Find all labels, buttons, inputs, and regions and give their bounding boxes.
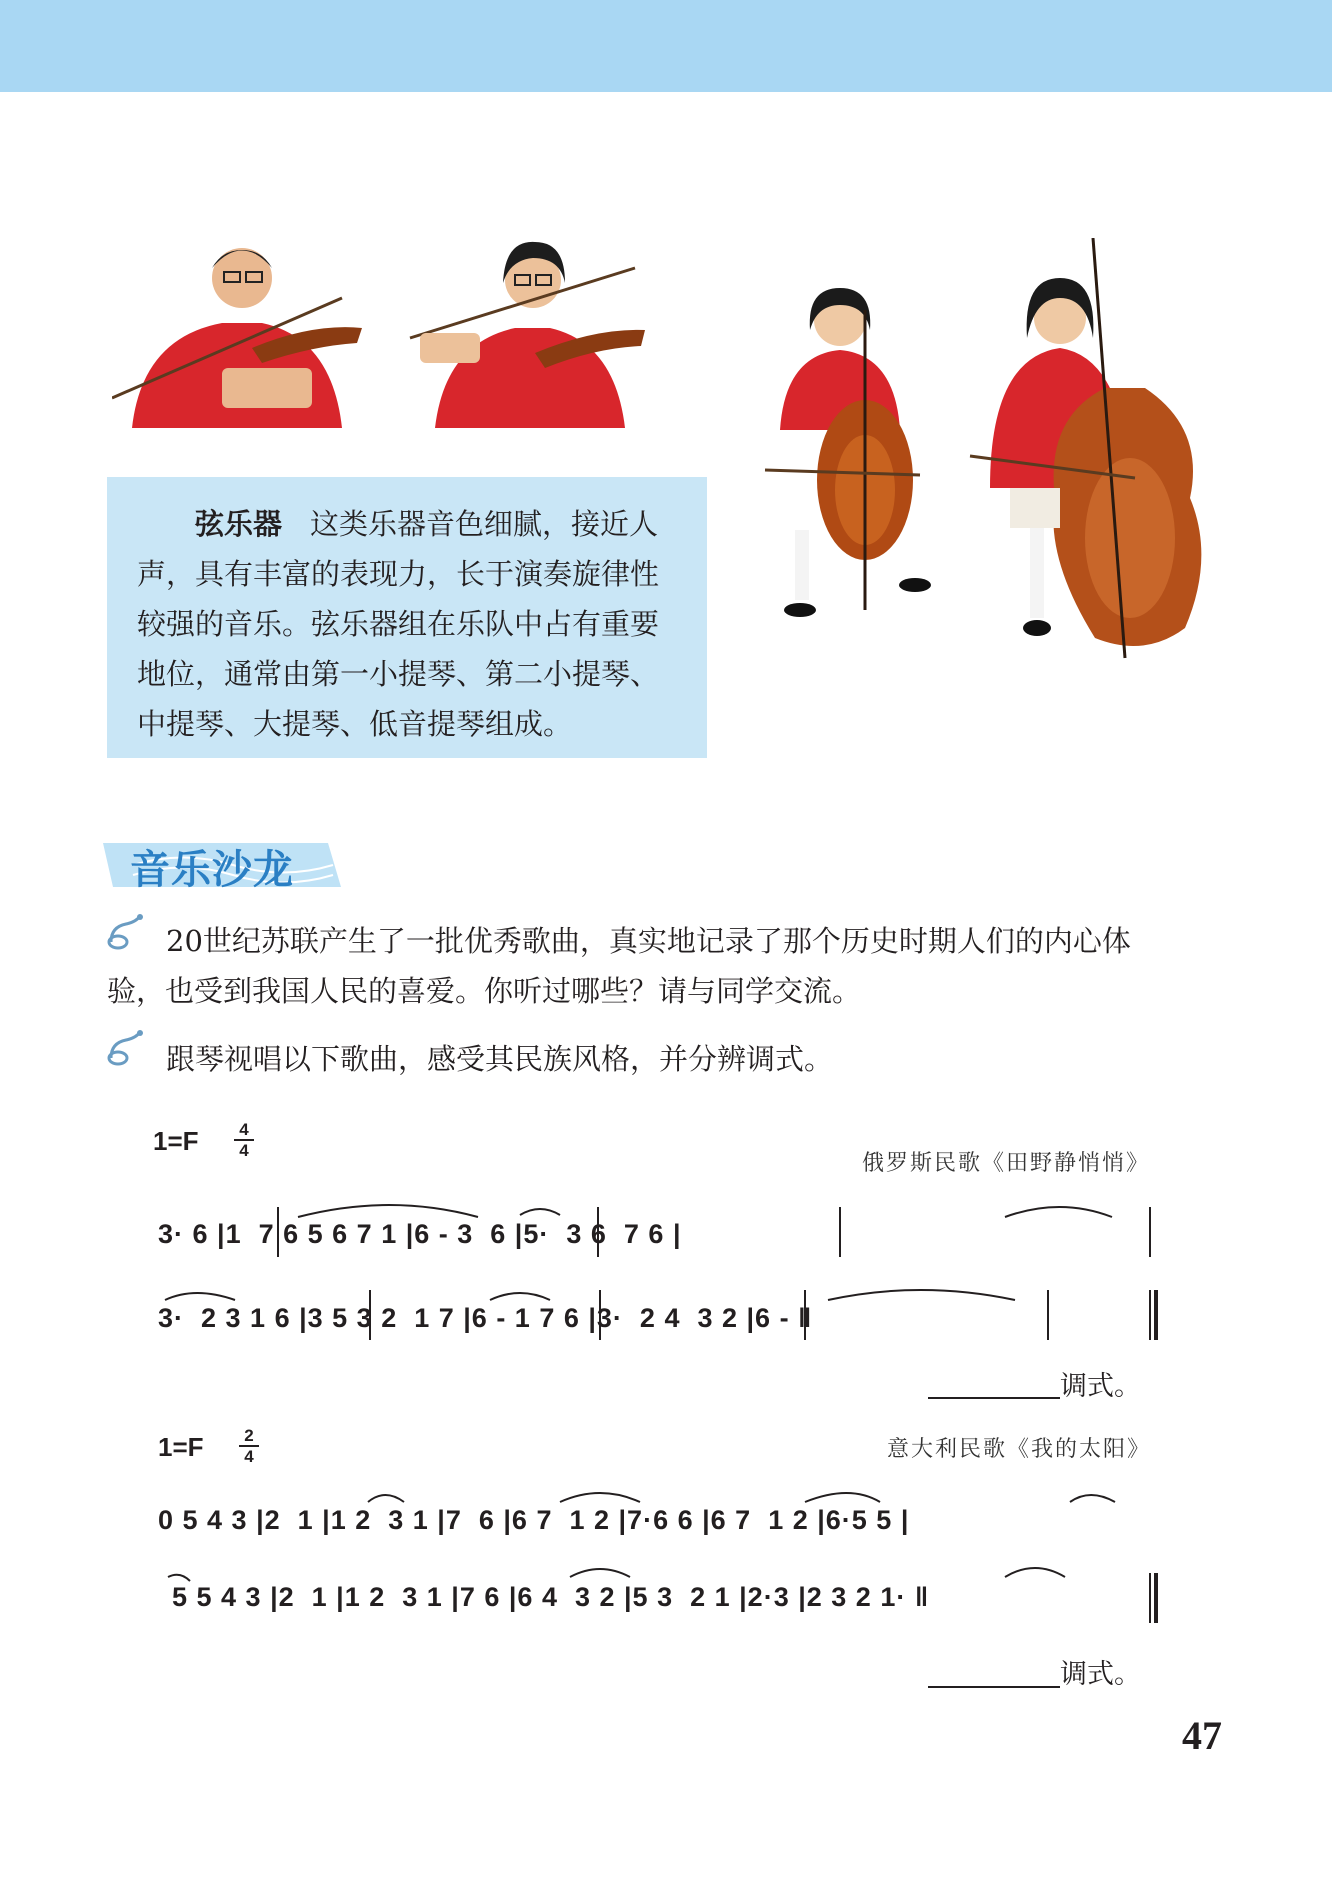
time-top: 2 <box>244 1426 254 1445</box>
song1-slurs-line-2 <box>0 1268 1332 1368</box>
song2-slurs-line-2 <box>0 1545 1332 1645</box>
info-term: 弦乐器 <box>195 507 283 541</box>
song2-time-signature <box>239 1427 259 1465</box>
song2-key-signature: 1=F <box>158 1432 204 1462</box>
song1-source: 俄罗斯民歌《田野静悄悄》 <box>862 1151 1151 1176</box>
song2-notation-line-1: 0 5 4 3 |2 1 |1 2 3 1 |7 6 |6 7 1 2 |7·6 6 |6 7 1 2 |6·5 5 | <box>158 1505 910 1535</box>
song1-key-signature: 1=F <box>153 1126 199 1156</box>
info-line: 较强的音乐。弦乐器组在乐队中占有重要 <box>137 607 660 641</box>
salon-item-1-line-1: 20世纪苏联产生了一批优秀歌曲，真实地记录了那个历史时期人们的内心体 <box>166 924 1131 958</box>
top-color-band <box>0 0 1332 92</box>
time-bottom: 4 <box>244 1447 254 1466</box>
info-line: 地位，通常由第一小提琴、第二小提琴、 <box>137 657 660 691</box>
song1-time-signature <box>234 1121 254 1159</box>
violinist-girl-photo <box>405 228 650 428</box>
time-top: 4 <box>239 1120 249 1139</box>
song1-answer-blank[interactable] <box>928 1397 1060 1399</box>
song1-notation-line-1: 3· 6 |1 7 6 5 6 7 1 |6 - 3 6 |5· 3 6 7 6 | <box>158 1219 682 1249</box>
song1-answer-label: 调式。 <box>1060 1371 1141 1402</box>
info-line: 这类乐器音色细腻，接近人 <box>310 507 659 541</box>
cellist-photo <box>745 280 935 625</box>
info-paragraph <box>137 499 677 549</box>
string-instruments-info-box <box>107 477 707 758</box>
horn-icon <box>106 1028 146 1068</box>
time-bottom: 4 <box>239 1141 249 1160</box>
salon-item-2: 跟琴视唱以下歌曲，感受其民族风格，并分辨调式。 <box>166 1042 834 1076</box>
salon-item-1-line-2: 验，也受到我国人民的喜爱。你听过哪些？请与同学交流。 <box>107 974 862 1008</box>
music-salon-title: 音乐沙龙 <box>130 846 294 893</box>
page-number: 47 <box>1182 1713 1222 1758</box>
song2-answer-blank[interactable] <box>928 1686 1060 1688</box>
song2-answer-label: 调式。 <box>1060 1659 1141 1690</box>
song1-notation-line-2: 3· 2 3 1 6 |3 5 3 2 1 7 |6 - 1 7 6 |3· 2 4 3 2 |6 - ‖ <box>158 1303 813 1333</box>
info-line: 声，具有丰富的表现力，长于演奏旋律性 <box>137 557 660 591</box>
song2-source: 意大利民歌《我的太阳》 <box>887 1437 1152 1462</box>
violinist-boy-photo <box>112 228 372 428</box>
info-line: 中提琴、大提琴、低音提琴组成。 <box>137 707 573 741</box>
song2-notation-line-2: 5 5 4 3 |2 1 |1 2 3 1 |7 6 |6 4 3 2 |5 3 2 1 |2·3 |2 3 2 1· ‖ <box>172 1582 930 1612</box>
double-bassist-photo <box>965 238 1220 663</box>
horn-icon <box>106 912 146 952</box>
